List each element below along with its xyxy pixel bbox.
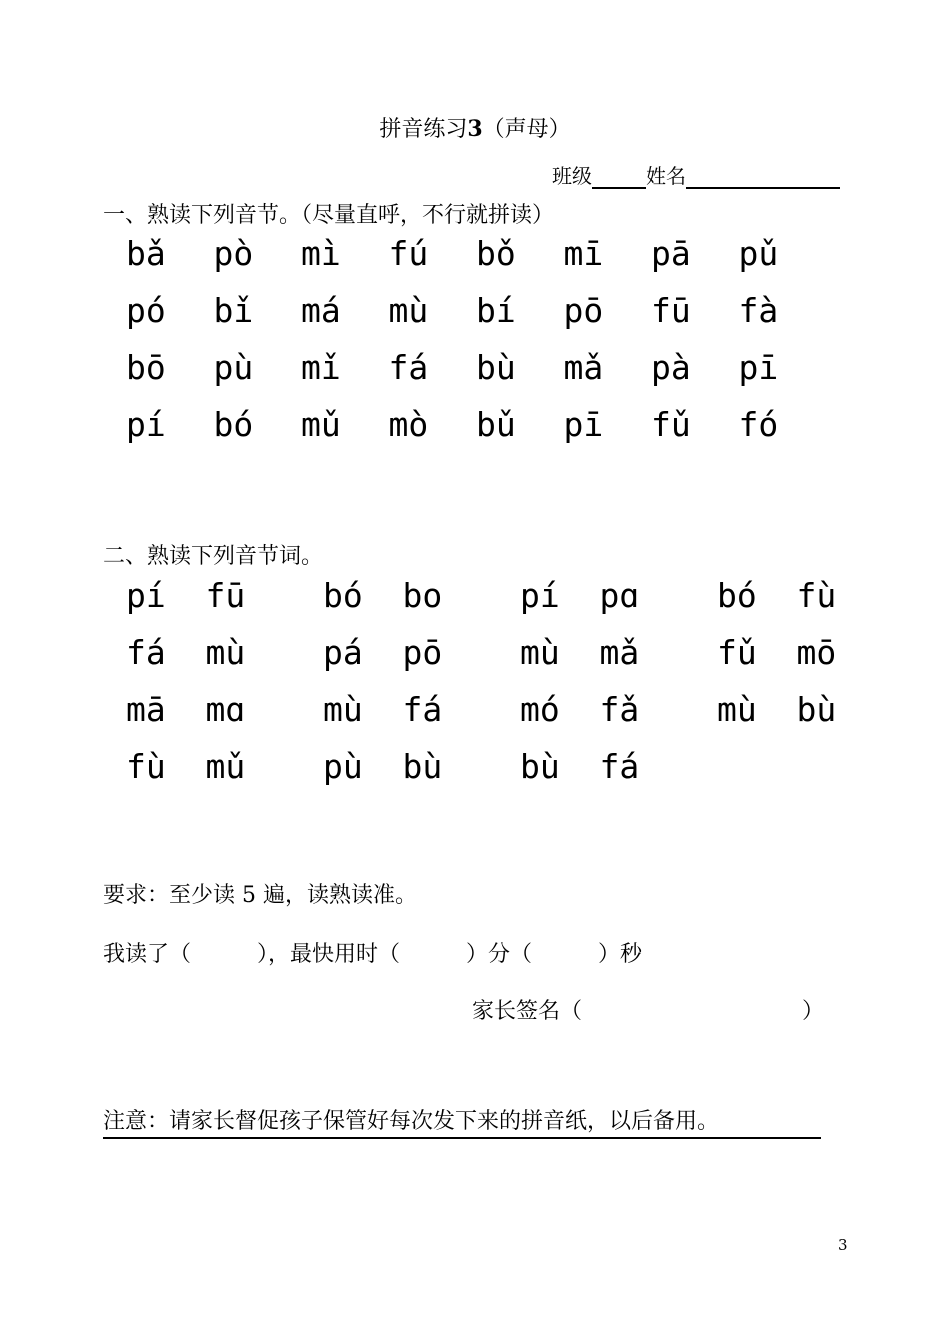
syllable-word: fù mǔ [126,747,246,786]
syllable-word: mā mɑ [126,690,246,729]
syllable-word: pù bù [323,747,443,786]
parent-signature-line: 家长签名（ ） [472,999,825,1024]
syllable: fǔ [651,405,691,444]
syllable: bǒ [476,234,516,273]
syllable-word: pí pɑ [520,576,640,615]
title-number: 3 [467,116,483,142]
syllable: bù [476,348,516,387]
syllable: bǐ [213,291,254,330]
syllable: pí [126,405,166,444]
syllable-word: pá pō [323,633,443,672]
syllable: pī [563,405,604,444]
syllable: mī [563,234,604,273]
syllable-word: fǔ mō [717,633,837,672]
syllable: mǎ [563,348,604,387]
title-prefix: 拼音练习 [379,117,468,142]
syllable-grid [126,234,826,462]
syllable: pò [213,234,254,273]
syllable: má [301,291,341,330]
syllable: mù [388,291,429,330]
syllable: fú [388,234,429,273]
syllable: mò [388,405,429,444]
syllable: pù [213,348,254,387]
syllable-word: bó fù [717,576,837,615]
section2-heading: 二、熟读下列音节词。 [103,544,324,569]
syllable-word: mó fǎ [520,690,640,729]
page-number: 3 [838,1236,848,1254]
requirement-text: 要求：至少读 5 遍，读熟读准。 [103,883,417,908]
syllable: pó [126,291,166,330]
syllable: bō [126,348,166,387]
syllable: pā [651,234,691,273]
syllable: mǐ [301,348,341,387]
syllable: mì [301,234,341,273]
syllable-word: mù bù [717,690,837,729]
word-grid [126,576,914,804]
syllable-word: mù mǎ [520,633,640,672]
section1-heading: 一、熟读下列音节。（尽量直呼，不行就拼读） [103,203,555,228]
syllable: fà [738,291,779,330]
syllable: fū [651,291,691,330]
class-name-line [552,160,840,189]
syllable: pà [651,348,691,387]
syllable-word: bó bo [323,576,443,615]
class-blank[interactable] [592,163,646,189]
name-blank[interactable] [686,163,840,189]
syllable: fá [388,348,429,387]
syllable: pō [563,291,604,330]
syllable-word: pí fū [126,576,246,615]
page-title [0,112,950,143]
syllable-word: fá mù [126,633,246,672]
title-suffix: （声母） [482,117,571,142]
syllable: pī [738,348,779,387]
class-label: 班级 [552,164,592,188]
name-label: 姓名 [646,164,686,188]
syllable: pǔ [738,234,779,273]
syllable: bǎ [126,234,166,273]
note-text: 注意：请家长督促孩子保管好每次发下来的拼音纸，以后备用。 [103,1104,821,1139]
syllable: mǔ [301,405,341,444]
syllable: bí [476,291,516,330]
syllable-word: bù fá [520,747,640,786]
record-line: 我读了（ ），最快用时（ ）分（ ）秒 [103,942,643,967]
syllable: fó [738,405,779,444]
syllable: bó [213,405,254,444]
syllable-word: mù fá [323,690,443,729]
syllable: bǔ [476,405,516,444]
